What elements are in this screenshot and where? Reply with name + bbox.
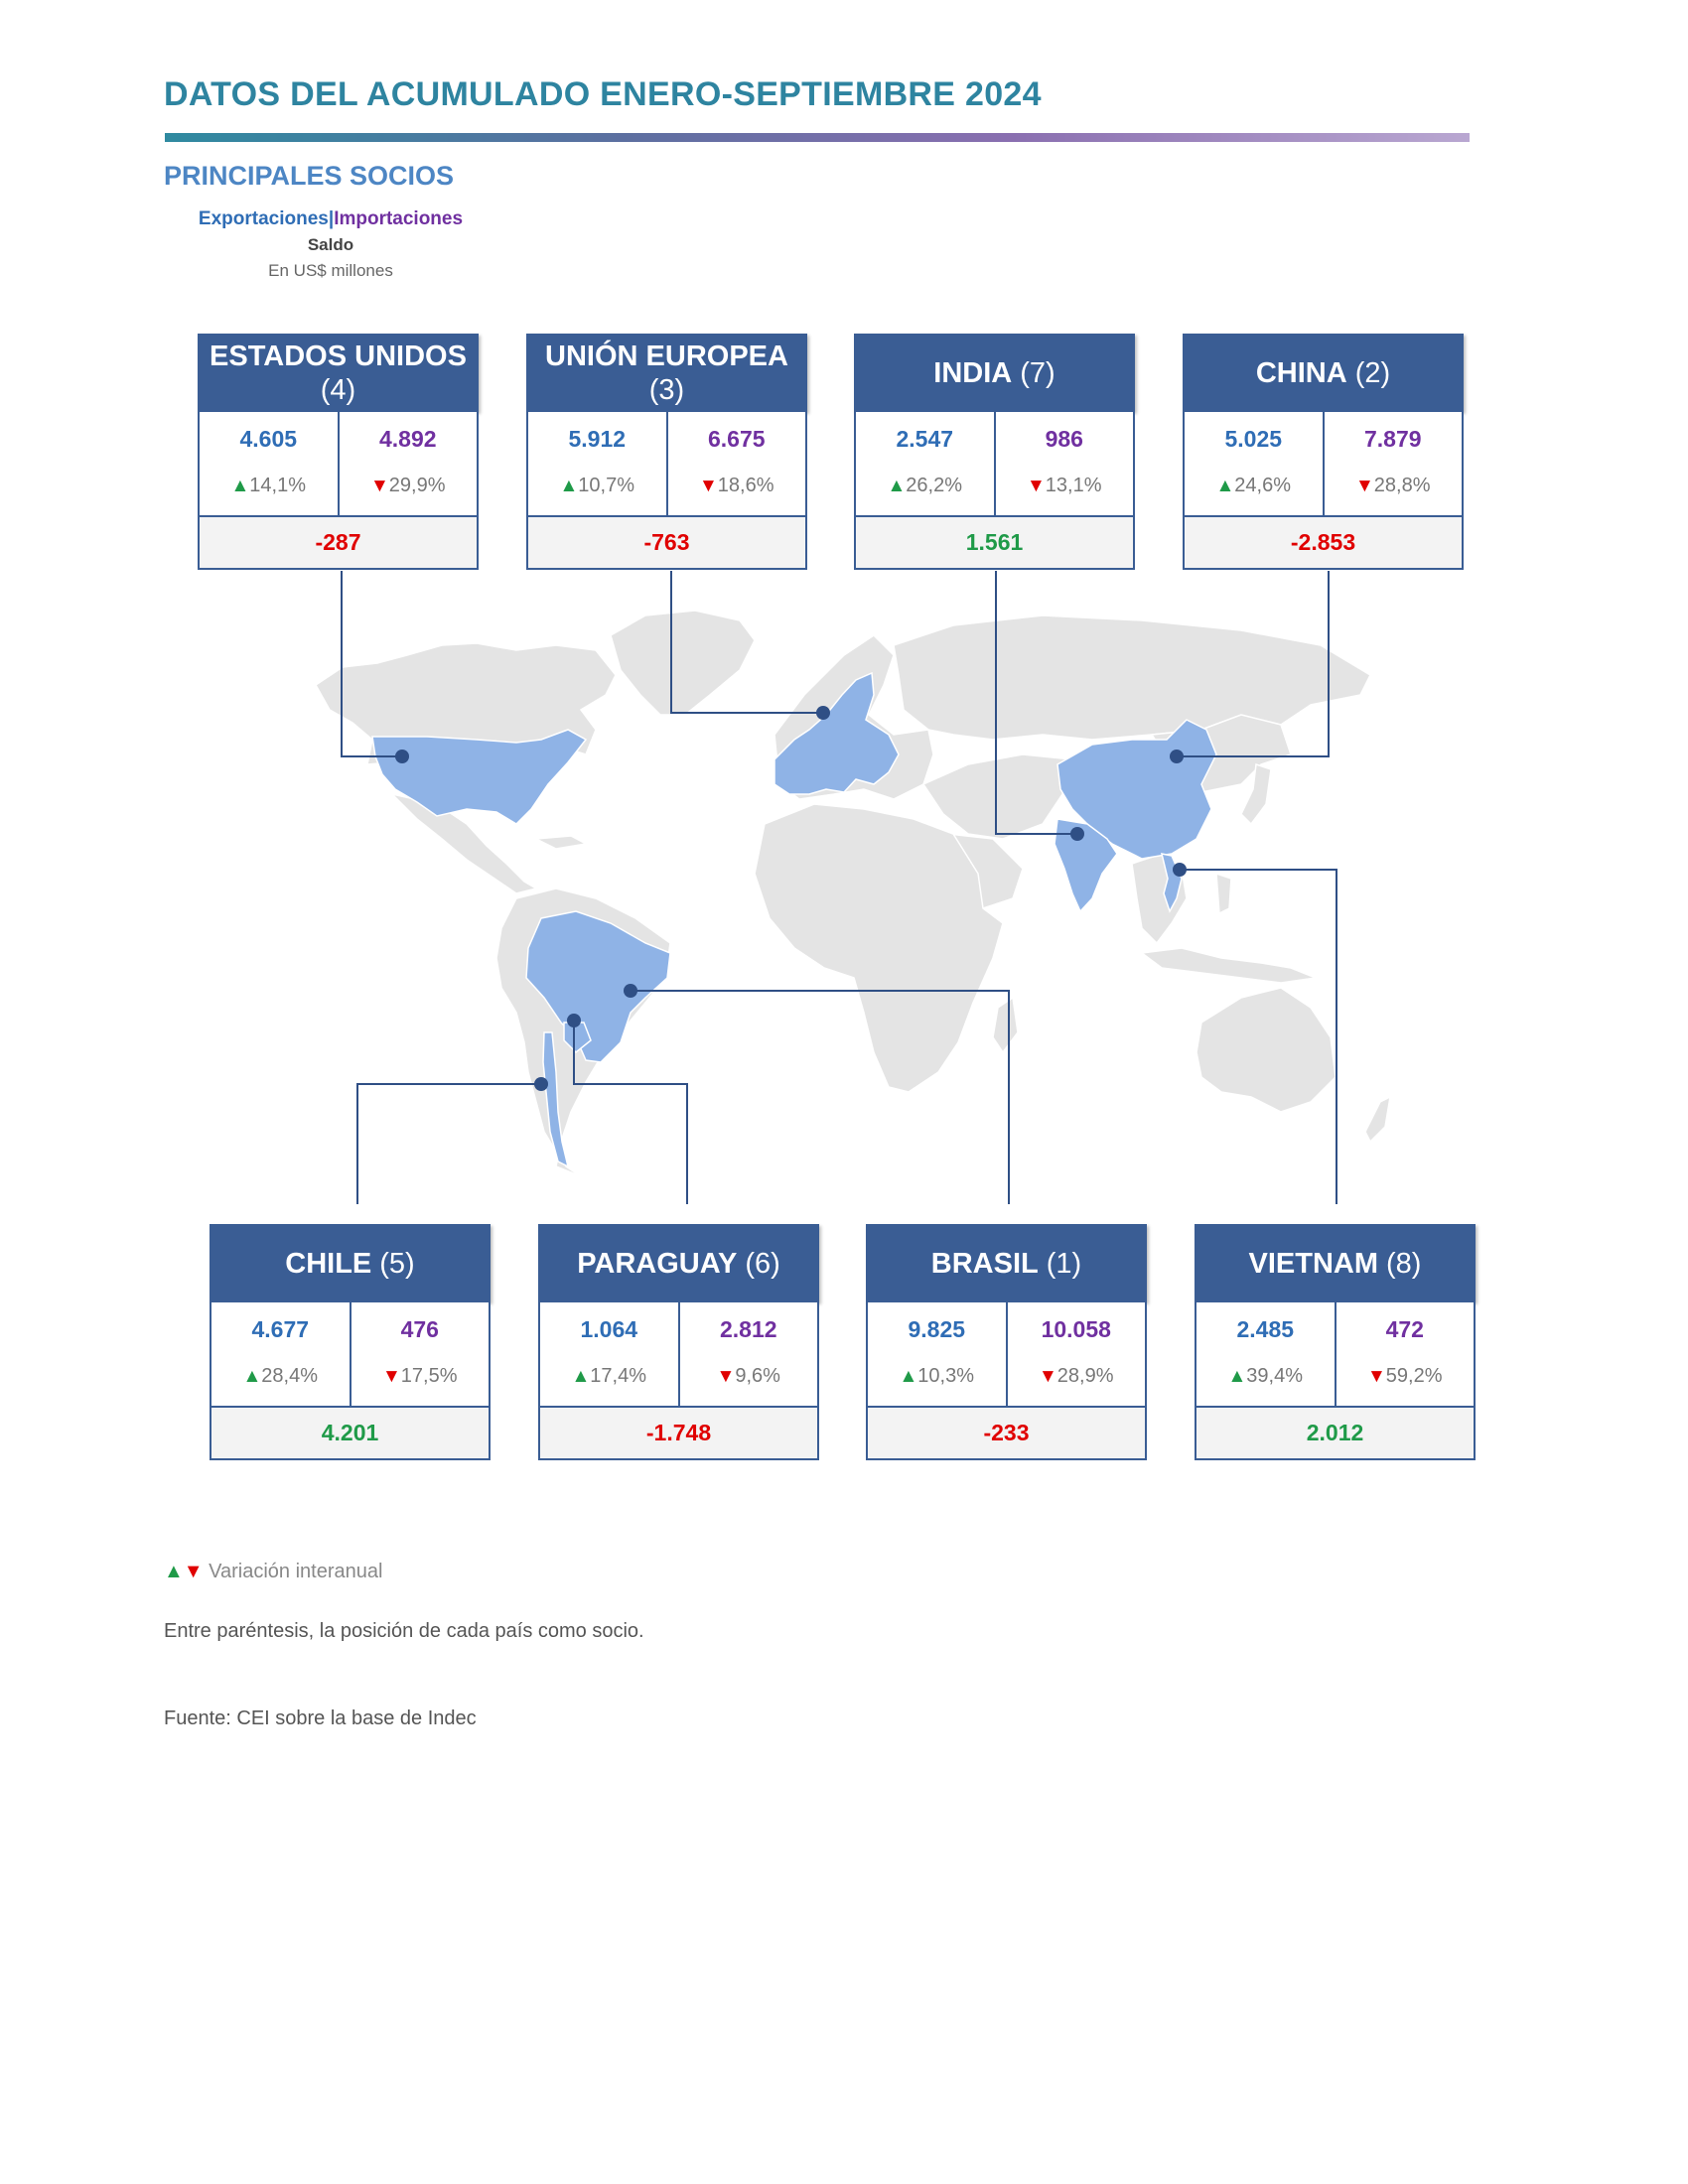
imports-variation: 17,5%: [400, 1365, 458, 1387]
card-header: [1195, 1224, 1476, 1302]
balance-value: -2.853: [1185, 515, 1462, 568]
card-header: [1183, 334, 1464, 412]
up-arrow-icon: ▲: [559, 476, 579, 496]
card-china: [1183, 334, 1464, 570]
dot-eu: [816, 706, 830, 720]
section-title: PRINCIPALES SOCIOS: [164, 161, 455, 191]
exports-variation: 17,4%: [590, 1365, 647, 1387]
country-name: BRASIL: [930, 1247, 1039, 1280]
legend-balance: Saldo: [307, 235, 354, 254]
balance-value: -763: [528, 515, 805, 568]
country-name: VIETNAM: [1248, 1247, 1379, 1280]
country-name: CHILE: [285, 1247, 372, 1280]
legend-separator: |: [328, 208, 335, 229]
page-title: DATOS DEL ACUMULADO ENERO-SEPTIEMBRE 2024: [164, 75, 1042, 113]
card-estados-unidos: [198, 334, 479, 570]
country-rank: (6): [745, 1247, 780, 1280]
exports-value: 9.825: [908, 1316, 966, 1342]
source-note: Fuente: CEI sobre la base de Indec: [164, 1707, 477, 1729]
country-name: INDIA: [933, 356, 1013, 389]
exports-variation: 10,3%: [917, 1365, 975, 1387]
legend-imports: Importaciones: [334, 208, 464, 229]
imports-value: 7.879: [1363, 426, 1422, 452]
exports-value: 2.547: [896, 426, 954, 452]
down-arrow-icon: ▼: [716, 1366, 736, 1387]
card-header: [210, 1224, 491, 1302]
up-arrow-icon: ▲: [164, 1561, 184, 1582]
legend-unit: En US$ millones: [268, 261, 393, 280]
down-arrow-icon: ▼: [1038, 1366, 1057, 1387]
card-paraguay: [538, 1224, 819, 1460]
card-vietnam: [1195, 1224, 1476, 1460]
imports-variation: 9,6%: [735, 1365, 780, 1387]
balance-value: -1.748: [540, 1406, 817, 1458]
card-union-europea: [526, 334, 807, 570]
exports-variation: 39,4%: [1246, 1365, 1304, 1387]
balance-value: -233: [868, 1406, 1145, 1458]
country-rank: (1): [1046, 1247, 1082, 1280]
imports-value: 10.058: [1041, 1316, 1111, 1342]
country-name: CHINA: [1255, 356, 1347, 389]
exports-variation: 10,7%: [578, 475, 635, 496]
up-arrow-icon: ▲: [1215, 476, 1235, 496]
up-arrow-icon: ▲: [887, 476, 907, 496]
down-arrow-icon: ▼: [183, 1561, 204, 1582]
country-name: UNIÓN EUROPEA: [545, 340, 788, 372]
down-arrow-icon: ▼: [1026, 476, 1046, 496]
card-header: [198, 334, 479, 412]
card-brasil: [866, 1224, 1147, 1460]
country-rank: (2): [1354, 356, 1391, 389]
imports-value: 986: [1045, 426, 1083, 452]
exports-variation: 28,4%: [261, 1365, 319, 1387]
country-name: PARAGUAY: [577, 1247, 738, 1280]
card-india: [854, 334, 1135, 570]
up-arrow-icon: ▲: [571, 1366, 591, 1387]
imports-value: 6.675: [707, 426, 766, 452]
down-arrow-icon: ▼: [1354, 476, 1374, 496]
dot-china: [1170, 750, 1184, 763]
up-arrow-icon: ▲: [899, 1366, 918, 1387]
connector-chile: [357, 1084, 541, 1204]
rank-note: Entre paréntesis, la posición de cada país como socio.: [164, 1620, 644, 1642]
country-rank: (4): [320, 373, 356, 406]
up-arrow-icon: ▲: [230, 476, 250, 496]
imports-variation: 18,6%: [717, 475, 774, 496]
exports-value: 1.064: [580, 1316, 638, 1342]
dot-brasil: [624, 984, 637, 998]
map-usa: [372, 730, 586, 824]
dot-india: [1070, 827, 1084, 841]
imports-value: 472: [1385, 1316, 1424, 1342]
exports-value: 4.677: [251, 1316, 310, 1342]
down-arrow-icon: ▼: [1366, 1366, 1386, 1387]
balance-value: -287: [200, 515, 477, 568]
country-rank: (5): [379, 1247, 415, 1280]
imports-variation: 13,1%: [1045, 475, 1102, 496]
exports-value: 5.912: [568, 426, 627, 452]
imports-value: 2.812: [719, 1316, 777, 1342]
variation-legend-text: Variación interanual: [209, 1561, 383, 1582]
legend-exports: Exportaciones: [198, 208, 329, 229]
variation-legend: [164, 1561, 382, 1583]
exports-variation: 14,1%: [249, 475, 307, 496]
exports-value: 5.025: [1224, 426, 1283, 452]
card-header: [526, 334, 807, 412]
exports-variation: 26,2%: [906, 475, 963, 496]
card-header: [866, 1224, 1147, 1302]
country-name: ESTADOS UNIDOS: [210, 340, 467, 372]
imports-variation: 29,9%: [388, 475, 446, 496]
balance-value: 4.201: [211, 1406, 489, 1458]
country-rank: (8): [1386, 1247, 1422, 1280]
balance-value: 1.561: [856, 515, 1133, 568]
imports-value: 476: [400, 1316, 439, 1342]
dot-chile: [534, 1077, 548, 1091]
imports-variation: 28,9%: [1056, 1365, 1114, 1387]
down-arrow-icon: ▼: [369, 476, 389, 496]
exports-value: 2.485: [1236, 1316, 1295, 1342]
up-arrow-icon: ▲: [242, 1366, 262, 1387]
imports-variation: 59,2%: [1385, 1365, 1443, 1387]
dot-paraguay: [567, 1014, 581, 1027]
imports-variation: 28,8%: [1373, 475, 1431, 496]
down-arrow-icon: ▼: [698, 476, 718, 496]
exports-variation: 24,6%: [1234, 475, 1292, 496]
country-rank: (3): [648, 373, 685, 406]
dot-usa: [395, 750, 409, 763]
dot-vietnam: [1173, 863, 1187, 877]
balance-value: 2.012: [1196, 1406, 1474, 1458]
exports-value: 4.605: [239, 426, 298, 452]
card-header: [538, 1224, 819, 1302]
up-arrow-icon: ▲: [1227, 1366, 1247, 1387]
imports-value: 4.892: [378, 426, 437, 452]
down-arrow-icon: ▼: [381, 1366, 401, 1387]
country-rank: (7): [1020, 356, 1055, 389]
card-header: [854, 334, 1135, 412]
card-chile: [210, 1224, 491, 1460]
